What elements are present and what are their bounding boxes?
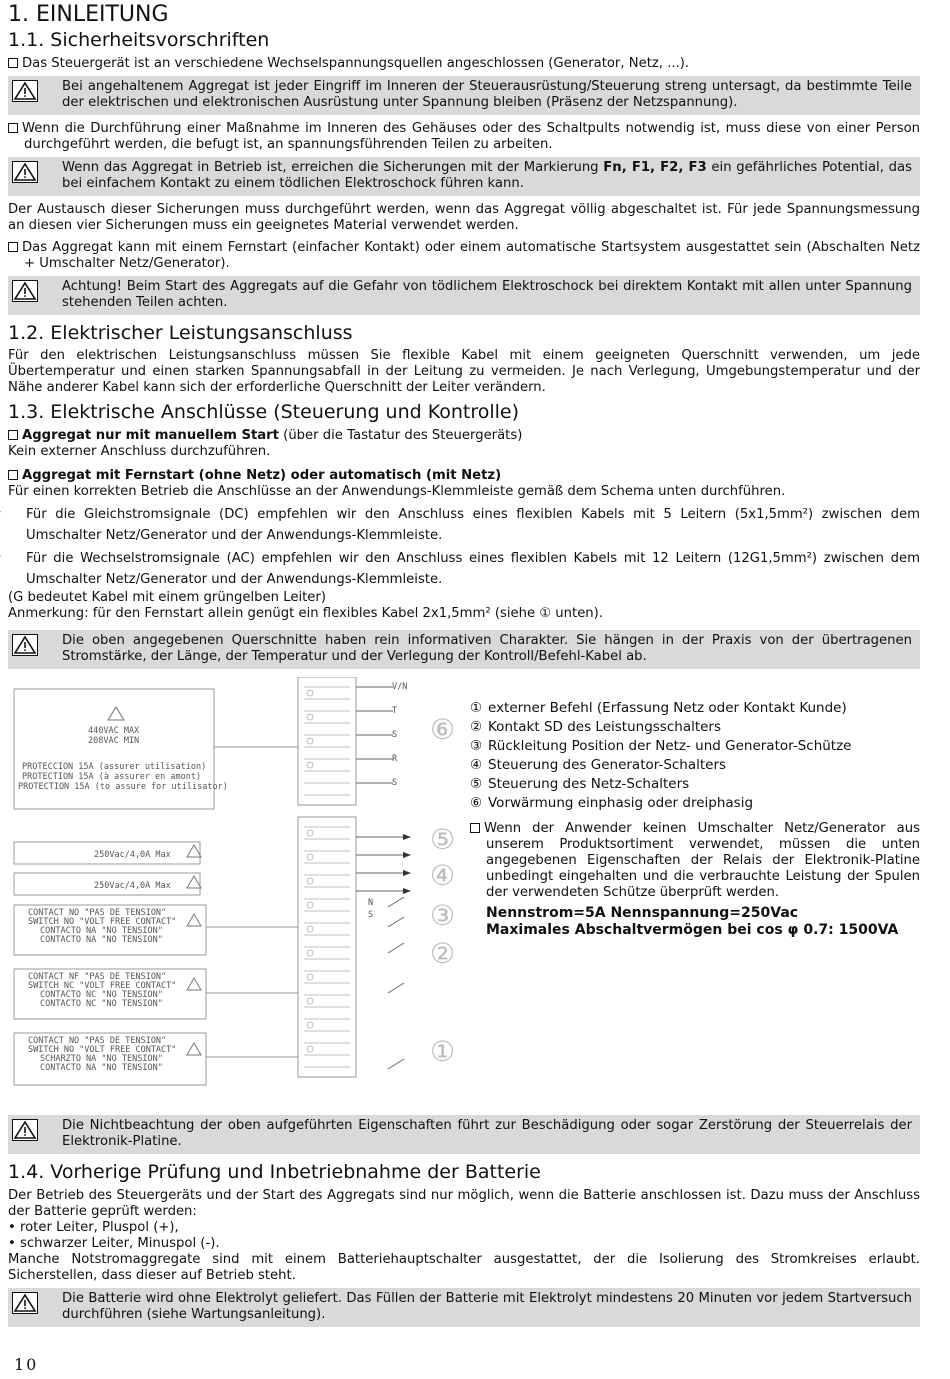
diagram-label: SWITCH NC "VOLT FREE CONTACT" [28, 981, 177, 991]
remote-start-text: Für einen korrekten Betrieb die Anschlüsse an der Anwendungs-Klemmleiste gemäß dem Schema unten durchführen. [8, 484, 786, 499]
warning-box [8, 276, 920, 315]
diagram-label: 208VAC MIN [88, 736, 140, 746]
diagram-label: PROTECTION 15A (to assure for utilisator) [18, 782, 228, 792]
checkbox-icon [8, 242, 18, 252]
s14-para2: Manche Notstromaggregate sind mit einem Batteriehauptschalter ausgestattet, der die Isolierung des Stromkreises erlaubt. Sicherstellen, dass dieser auf Betrieb steht. [8, 1252, 920, 1283]
diagram-label: CONTACT NO "PAS DE TENSION" [28, 1036, 167, 1046]
terminal-label: N [368, 898, 374, 908]
diagram-label: CONTACTO NA "NO TENSION" [40, 926, 163, 936]
s12-para: Für den elektrischen Leistungsanschluss müssen Sie flexible Kabel mit einem geeigneten Querschnitt verwenden, um jede Übertemperatur und einen starken Spannungsabfall in der Leitung zu vermeiden. Je nach Verlegung, Umgebungstemperatur und der Nähe anderer Kabel kann sich der erforderliche Querschnitt der Leiter verändern. [8, 348, 920, 395]
diagram-label: SCHARZTO NA "NO TENSION" [40, 1054, 163, 1064]
warning-box [8, 630, 920, 669]
terminal-label: T [392, 706, 398, 716]
remote-start-note: Anmerkung: für den Fernstart allein genügt ein flexibles Kabel 2x1,5mm² (siehe ① unten). [8, 606, 604, 621]
bullet-minus: • schwarzer Leiter, Minuspol (-). [8, 1236, 220, 1251]
warning-box [8, 76, 920, 115]
legend-item: ⑤ Steuerung des Netz-Schalters [470, 776, 690, 792]
warning-text: Die oben angegebenen Querschnitte haben rein informativen Charakter. Sie hängen in der Praxis von der übertragenen Stromstärke, der Länge, der Temperatur und der Verlegung der Kontroll/Befehl-Kabel ab. [62, 633, 912, 664]
diagram-label: SWITCH NO "VOLT FREE CONTACT" [28, 1045, 177, 1055]
circuit-number-5: ⑤ [430, 823, 456, 856]
section-1-3-title: 1.3. Elektrische Anschlüsse (Steuerung und Kontrolle) [8, 401, 520, 423]
warning-icon [12, 1119, 38, 1141]
diagram-label: PROTECCION 15A (assurer utilisation) [22, 762, 207, 772]
circuit-number-3: ③ [430, 899, 456, 932]
warning-box [8, 1288, 920, 1327]
relay-rating: Nennstrom=5A Nennspannung=250Vac Maximales Abschaltvermögen bei cos φ 0.7: 1500VA [486, 905, 899, 938]
section-1-2-title: 1.2. Elektrischer Leistungsanschluss [8, 322, 353, 344]
warning-icon [12, 161, 38, 183]
diagram-label: PROTECTION 15A (à assurer en amont) [22, 772, 202, 782]
diagram-label: 250Vac/4,0A Max [94, 850, 171, 860]
circuit-number-4: ④ [430, 859, 456, 892]
warning-text: Wenn das Aggregat in Betrieb ist, erreichen die Sicherungen mit der Markierung Fn, F1, F2, F3 ein gefährliches Potential, das bei einfachem Kontakt zu einem tödlichen Elektroschock führen kann. [62, 160, 912, 191]
manual-page [8, 0, 920, 1333]
terminal-label: S [392, 730, 398, 740]
diagram-label: 250Vac/4,0A Max [94, 881, 171, 891]
diagram-label: CONTACTO NA "NO TENSION" [40, 935, 163, 945]
warning-icon [12, 80, 38, 102]
wiring-schematic [8, 677, 468, 1109]
s11-para2: Wenn die Durchführung einer Maßnahme im Inneren des Gehäuses oder des Schaltpults notwendig ist, muss diese von einer Person durchgeführt werden, die befugt ist, an spannungsführenden Teilen zu arbeiten. [8, 121, 920, 153]
ac-recommendation: Für die Wechselstromsignale (AC) empfehlen wir den Anschluss eines flexiblen Kabels mit 12 Leitern (12G1,5mm²) zwischen dem Umschalter Netz/Generator und der Anwendungs-Klemmleiste. [8, 548, 920, 590]
chapter-title: 1. EINLEITUNG [8, 2, 169, 27]
checkbox-icon [8, 58, 18, 68]
remote-start-heading: Aggregat mit Fernstart (ohne Netz) oder automatisch (mit Netz) [8, 468, 920, 484]
terminal-label: S [392, 778, 398, 788]
pointing-hand-icon [8, 504, 26, 525]
diagram-label: CONTACT NF "PAS DE TENSION" [28, 972, 167, 982]
circuit-number-1: ① [430, 1035, 456, 1068]
circuit-legend [470, 699, 920, 813]
terminal-label: S [368, 910, 374, 920]
diagram-label: CONTACTO NC "NO TENSION" [40, 999, 163, 1009]
warning-text: Die Nichtbeachtung der oben aufgeführten Eigenschaften führt zur Beschädigung oder sogar Zerstörung der Steuerrelais der Elektronik-Platine. [62, 1118, 912, 1149]
checkbox-icon [8, 430, 18, 440]
warning-text: Die Batterie wird ohne Elektrolyt geliefert. Das Füllen der Batterie mit Elektrolyt mindestens 20 Minuten vor jedem Startversuch durchführen (siehe Wartungsanleitung). [62, 1291, 912, 1322]
checkbox-icon [8, 123, 18, 133]
checkbox-icon [8, 470, 18, 480]
circuit-number-2: ② [430, 937, 456, 970]
warning-box [8, 157, 920, 196]
g-note: (G bedeutet Kabel mit einem grüngelben Leiter) [8, 590, 326, 605]
s14-para1: Der Betrieb des Steuergeräts und der Start des Aggregats sind nur möglich, wenn die Batterie anschlossen ist. Dazu muss der Anschluss der Batterie geprüft werden: [8, 1188, 920, 1219]
diagram-label: CONTACT NO "PAS DE TENSION" [28, 908, 167, 918]
legend-item: ③ Rückleitung Position der Netz- und Generator-Schütze [470, 738, 852, 754]
circuit-number-6: ⑥ [430, 713, 456, 746]
manual-start-text: Kein externer Anschluss durchzuführen. [8, 444, 271, 459]
terminal-label: R [392, 754, 398, 764]
fuse-labels: Fn, F1, F2, F3 [603, 160, 707, 175]
diagram-label: SWITCH NO "VOLT FREE CONTACT" [28, 917, 177, 927]
legend-item: ② Kontakt SD des Leistungsschalters [470, 719, 722, 735]
warning-box [8, 1115, 920, 1154]
section-1-4-title: 1.4. Vorherige Prüfung und Inbetriebnahme der Batterie [8, 1161, 541, 1183]
relay-note: Wenn der Anwender keinen Umschalter Netz/Generator aus unserem Produktsortiment verwendet, müssen die unten angegebenen Eigenschaften der Relais der Elektronik-Platine unbedingt eingehalten und die verbrauchte Leistung der Spulen der verwendeten Schütze überprüft werden. Nennstrom=5A Nennspannung=250Vac Maximales Abschaltvermögen bei cos φ 0.7: 1500VA [470, 821, 920, 939]
diagram-label: CONTACTO NA "NO TENSION" [40, 1063, 163, 1073]
terminal-label: V/N [392, 682, 408, 692]
s11-para4: Das Aggregat kann mit einem Fernstart (einfacher Kontakt) oder einem automatische Startsystem ausgestattet sein (Abschalten Netz + Umschalter Netz/Generator). [8, 240, 920, 272]
pointing-hand-icon [8, 548, 26, 569]
s11-para3: Der Austausch dieser Sicherungen muss durchgeführt werden, wenn das Aggregat völlig abgeschaltet ist. Für jede Spannungsmessung an diesen vier Sicherungen muss ein geeignetes Material verwendet werden. [8, 202, 920, 233]
checkbox-icon [470, 823, 480, 833]
section-1-1-title: 1.1. Sicherheitsvorschriften [8, 29, 270, 51]
manual-start-heading: Aggregat nur mit manuellem Start (über die Tastatur des Steuergeräts) [8, 428, 920, 444]
dc-recommendation: Für die Gleichstromsignale (DC) empfehlen wir den Anschluss eines flexiblen Kabels mit 5 Leitern (5x1,5mm²) zwischen dem Umschalter Netz/Generator und der Anwendungs-Klemmleiste. [8, 504, 920, 546]
legend-item: ① externer Befehl (Erfassung Netz oder Kontakt Kunde) [470, 700, 847, 716]
terminal-wiring-diagram [8, 677, 920, 1109]
s11-intro: Das Steuergerät ist an verschiedene Wechselspannungsquellen angeschlossen (Generator, Netz, ...). [8, 56, 920, 72]
warning-icon [12, 634, 38, 656]
bullet-plus: • roter Leiter, Pluspol (+), [8, 1220, 179, 1235]
diagram-label: 440VAC MAX [88, 726, 140, 736]
page-number: 10 [14, 1355, 39, 1374]
warning-icon [12, 1292, 38, 1314]
warning-text: Bei angehaltenem Aggregat ist jeder Eingriff im Inneren der Steuerausrüstung/Steuerung streng untersagt, da bestimmte Teile der elektrischen und elektronischen Ausrüstung unter Spannung bleiben (Präsenz der Netzspannung). [62, 79, 912, 110]
warning-icon [12, 280, 38, 302]
warning-text: Achtung! Beim Start des Aggregats auf die Gefahr von tödlichem Elektroschock bei direktem Kontakt mit allen unter Spannung stehenden Teilen achten. [62, 279, 912, 310]
legend-item: ⑥ Vorwärmung einphasig oder dreiphasig [470, 795, 754, 811]
diagram-label: CONTACTO NC "NO TENSION" [40, 990, 163, 1000]
legend-item: ④ Steuerung des Generator-Schalters [470, 757, 727, 773]
